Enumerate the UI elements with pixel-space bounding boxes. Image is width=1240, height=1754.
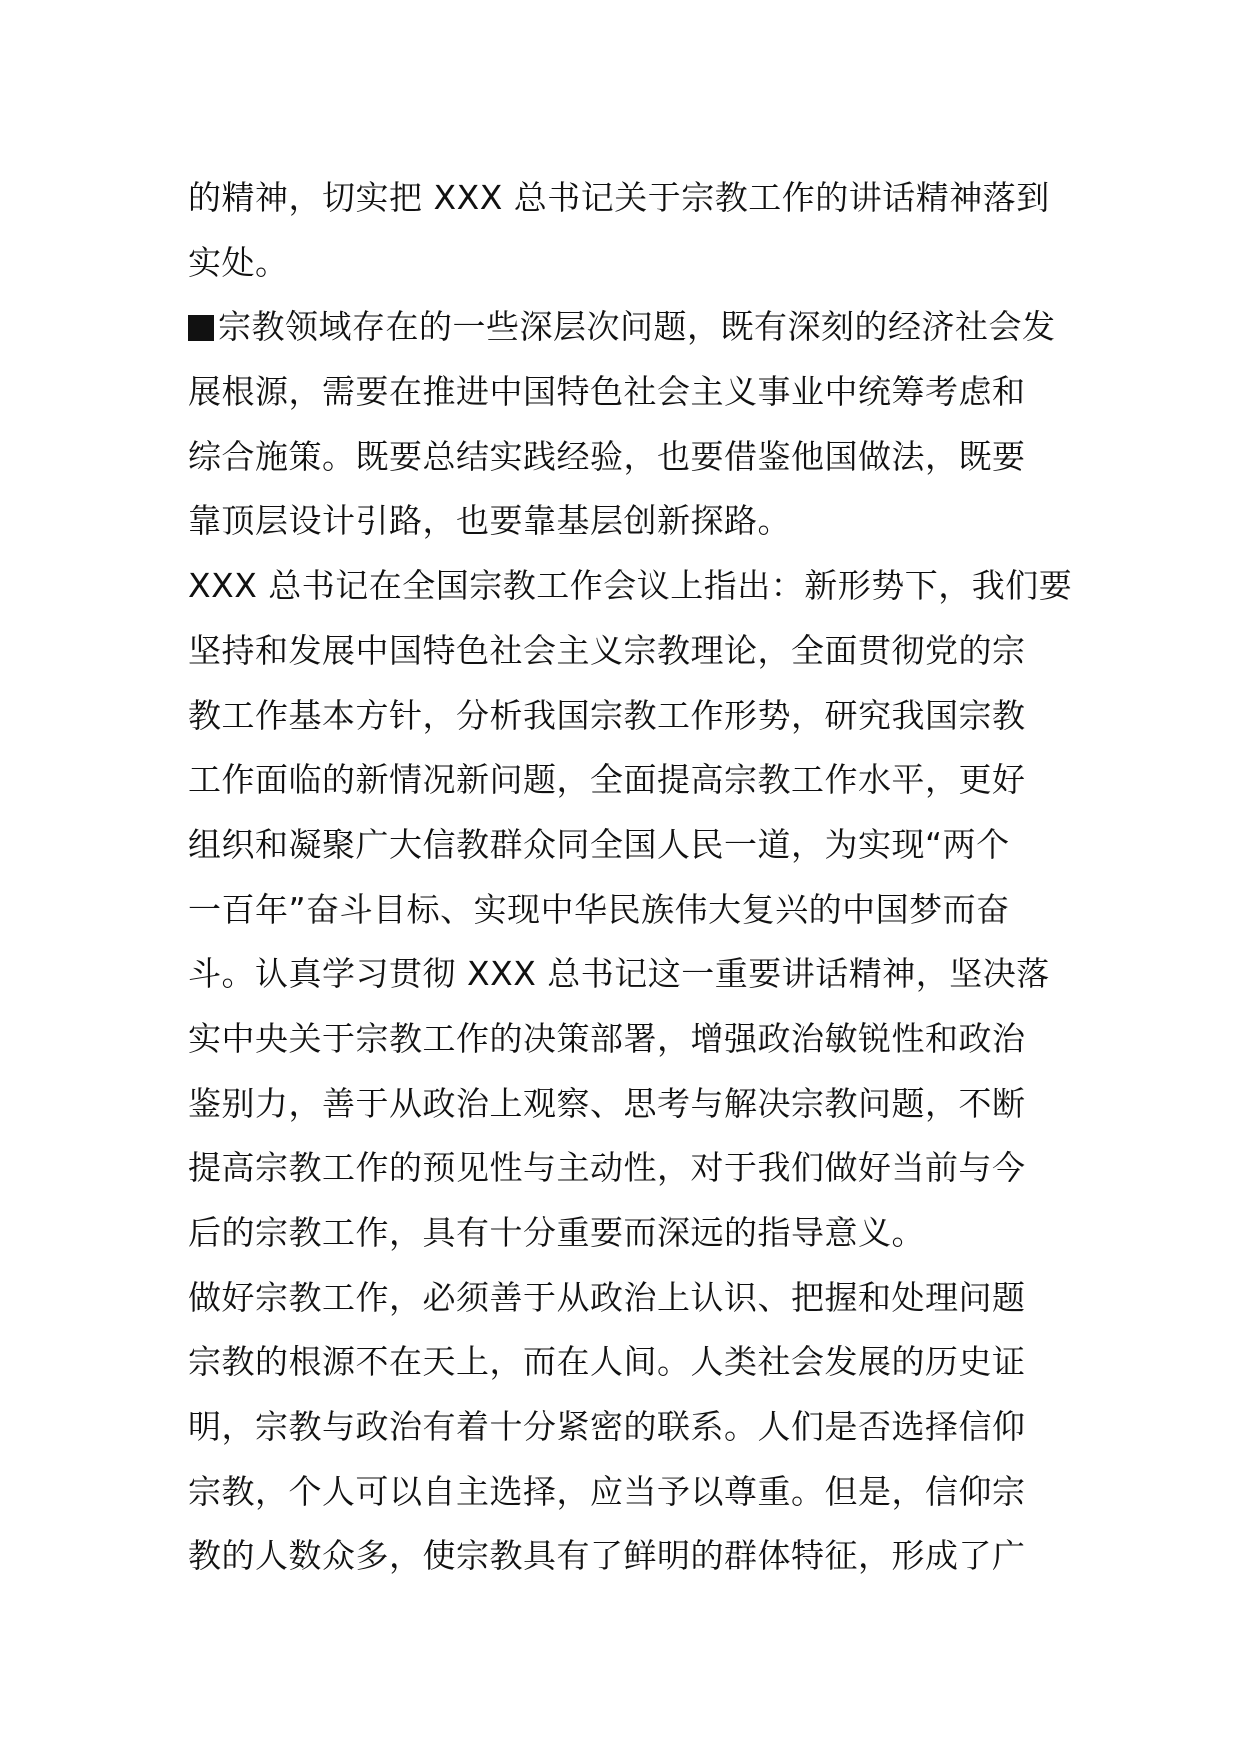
text-line: 组织和凝聚广大信教群众同全国人民一道，为实现“两个 [188,824,1010,864]
text-line: 宗教的根源不在天上，而在人间。人类社会发展的历史证 [188,1342,1026,1382]
text-line: 实中央关于宗教工作的决策部署，增强政治敏锐性和政治 [188,1018,1026,1058]
text-line: 明，宗教与政治有着十分紧密的联系。人们是否选择信仰 [188,1407,1026,1447]
text-line: 宗教领域存在的一些深层次问题，既有深刻的经济社会发 [218,307,1056,347]
black-square-icon [188,315,214,341]
text-line: 宗教，个人可以自主选择，应当予以尊重。但是，信仰宗 [188,1471,1026,1511]
text-line: 斗。认真学习贯彻 XXX 总书记这一重要讲话精神，坚决落 [188,954,1050,994]
text-line: 展根源，需要在推进中国特色社会主义事业中统筹考虑和 [188,372,1026,412]
text-line: 工作面临的新情况新问题，全面提高宗教工作水平，更好 [188,760,1026,800]
text-line: XXX 总书记在全国宗教工作会议上指出：新形势下，我们要 [188,566,1073,606]
text-line: 综合施策。既要总结实践经验，也要借鉴他国做法，既要 [188,436,1026,476]
text-line: 教的人数众多，使宗教具有了鲜明的群体特征，形成了广 [188,1536,1026,1576]
text-line: 提高宗教工作的预见性与主动性，对于我们做好当前与今 [188,1148,1026,1188]
text-line: 坚持和发展中国特色社会主义宗教理论，全面贯彻党的宗 [188,630,1026,670]
text-line: 一百年”奋斗目标、实现中华民族伟大复兴的中国梦而奋 [188,889,1010,929]
text-line: 做好宗教工作，必须善于从政治上认识、把握和处理问题 [188,1277,1026,1317]
text-line: 实处。 [188,242,289,282]
text-line: 教工作基本方针，分析我国宗教工作形势，研究我国宗教 [188,695,1026,735]
text-line: 后的宗教工作，具有十分重要而深远的指导意义。 [188,1213,925,1252]
bullet-line [188,295,1068,360]
text-line: 鉴别力，善于从政治上观察、思考与解决宗教问题，不断 [188,1083,1026,1123]
text-line: 靠顶层设计引路，也要靠基层创新探路。 [188,501,791,541]
body-text [188,166,1073,1589]
text-line: 的精神，切实把 XXX 总书记关于宗教工作的讲话精神落到 [188,178,1050,217]
